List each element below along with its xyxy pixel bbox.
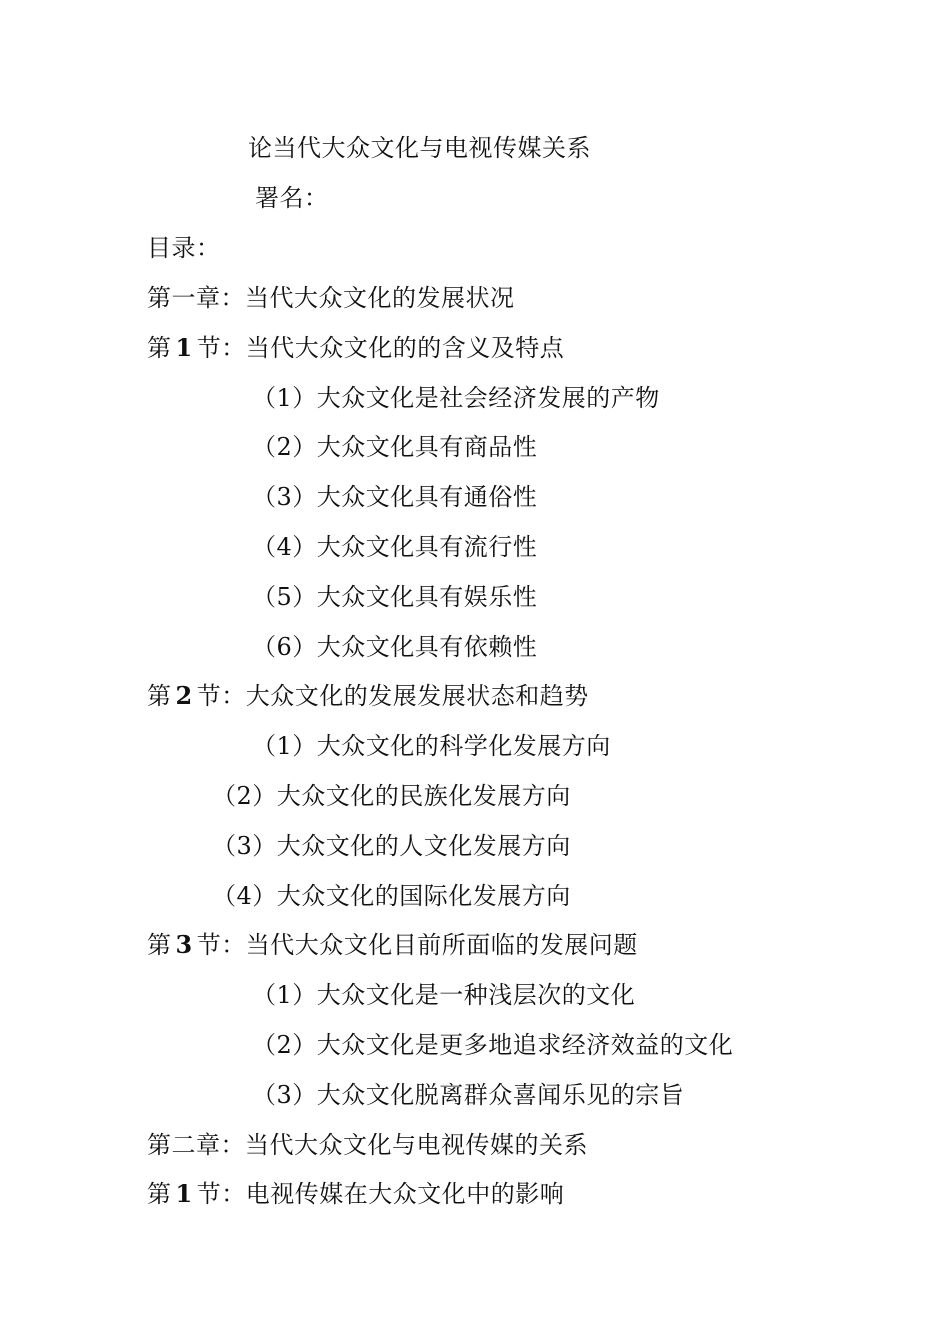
- toc-item: （6）大众文化具有依赖性: [252, 633, 538, 661]
- toc-item: （1）大众文化的科学化发展方向: [252, 732, 611, 760]
- toc-section-number: 2: [175, 681, 193, 710]
- toc-item: （4）大众文化的国际化发展方向: [212, 882, 571, 910]
- toc-item: （3）大众文化脱离群众喜闻乐见的宗旨: [252, 1081, 685, 1109]
- toc-section-title: 节：当代大众文化的的含义及特点: [196, 334, 565, 362]
- toc-item: （4）大众文化具有流行性: [252, 533, 538, 561]
- toc-item: （3）大众文化具有通俗性: [252, 483, 538, 511]
- toc-section-prefix: 第: [147, 1180, 172, 1208]
- toc-section-number: 3: [175, 930, 193, 959]
- toc-chapter: 第一章：当代大众文化的发展状况: [147, 284, 515, 312]
- toc-section-number: 1: [175, 333, 193, 362]
- toc-section-prefix: 第: [147, 931, 172, 959]
- toc-section-prefix: 第: [147, 682, 172, 710]
- toc-item: （5）大众文化具有娱乐性: [252, 583, 538, 611]
- toc-item: （2）大众文化具有商品性: [252, 433, 538, 461]
- toc-section: [147, 680, 589, 712]
- toc-section: [147, 1178, 564, 1210]
- toc-item: （2）大众文化的民族化发展方向: [212, 782, 571, 810]
- toc-item: （2）大众文化是更多地追求经济效益的文化: [252, 1031, 734, 1059]
- toc-section-prefix: 第: [147, 334, 172, 362]
- toc-item: （3）大众文化的人文化发展方向: [212, 832, 571, 860]
- signature-label: 署名：: [255, 184, 329, 212]
- toc-section-title: 节：大众文化的发展发展状态和趋势: [196, 682, 589, 710]
- toc-section: [147, 929, 638, 961]
- document-title: 论当代大众文化与电视传媒关系: [248, 134, 591, 162]
- toc-item: （1）大众文化是一种浅层次的文化: [252, 981, 636, 1009]
- toc-section-title: 节：当代大众文化目前所面临的发展问题: [196, 931, 638, 959]
- toc-section: [147, 332, 564, 364]
- toc-label: 目录：: [147, 234, 221, 262]
- toc-section-title: 节：电视传媒在大众文化中的影响: [196, 1180, 565, 1208]
- toc-chapter: 第二章：当代大众文化与电视传媒的关系: [147, 1131, 588, 1159]
- toc-section-number: 1: [175, 1179, 193, 1208]
- toc-item: （1）大众文化是社会经济发展的产物: [252, 384, 660, 412]
